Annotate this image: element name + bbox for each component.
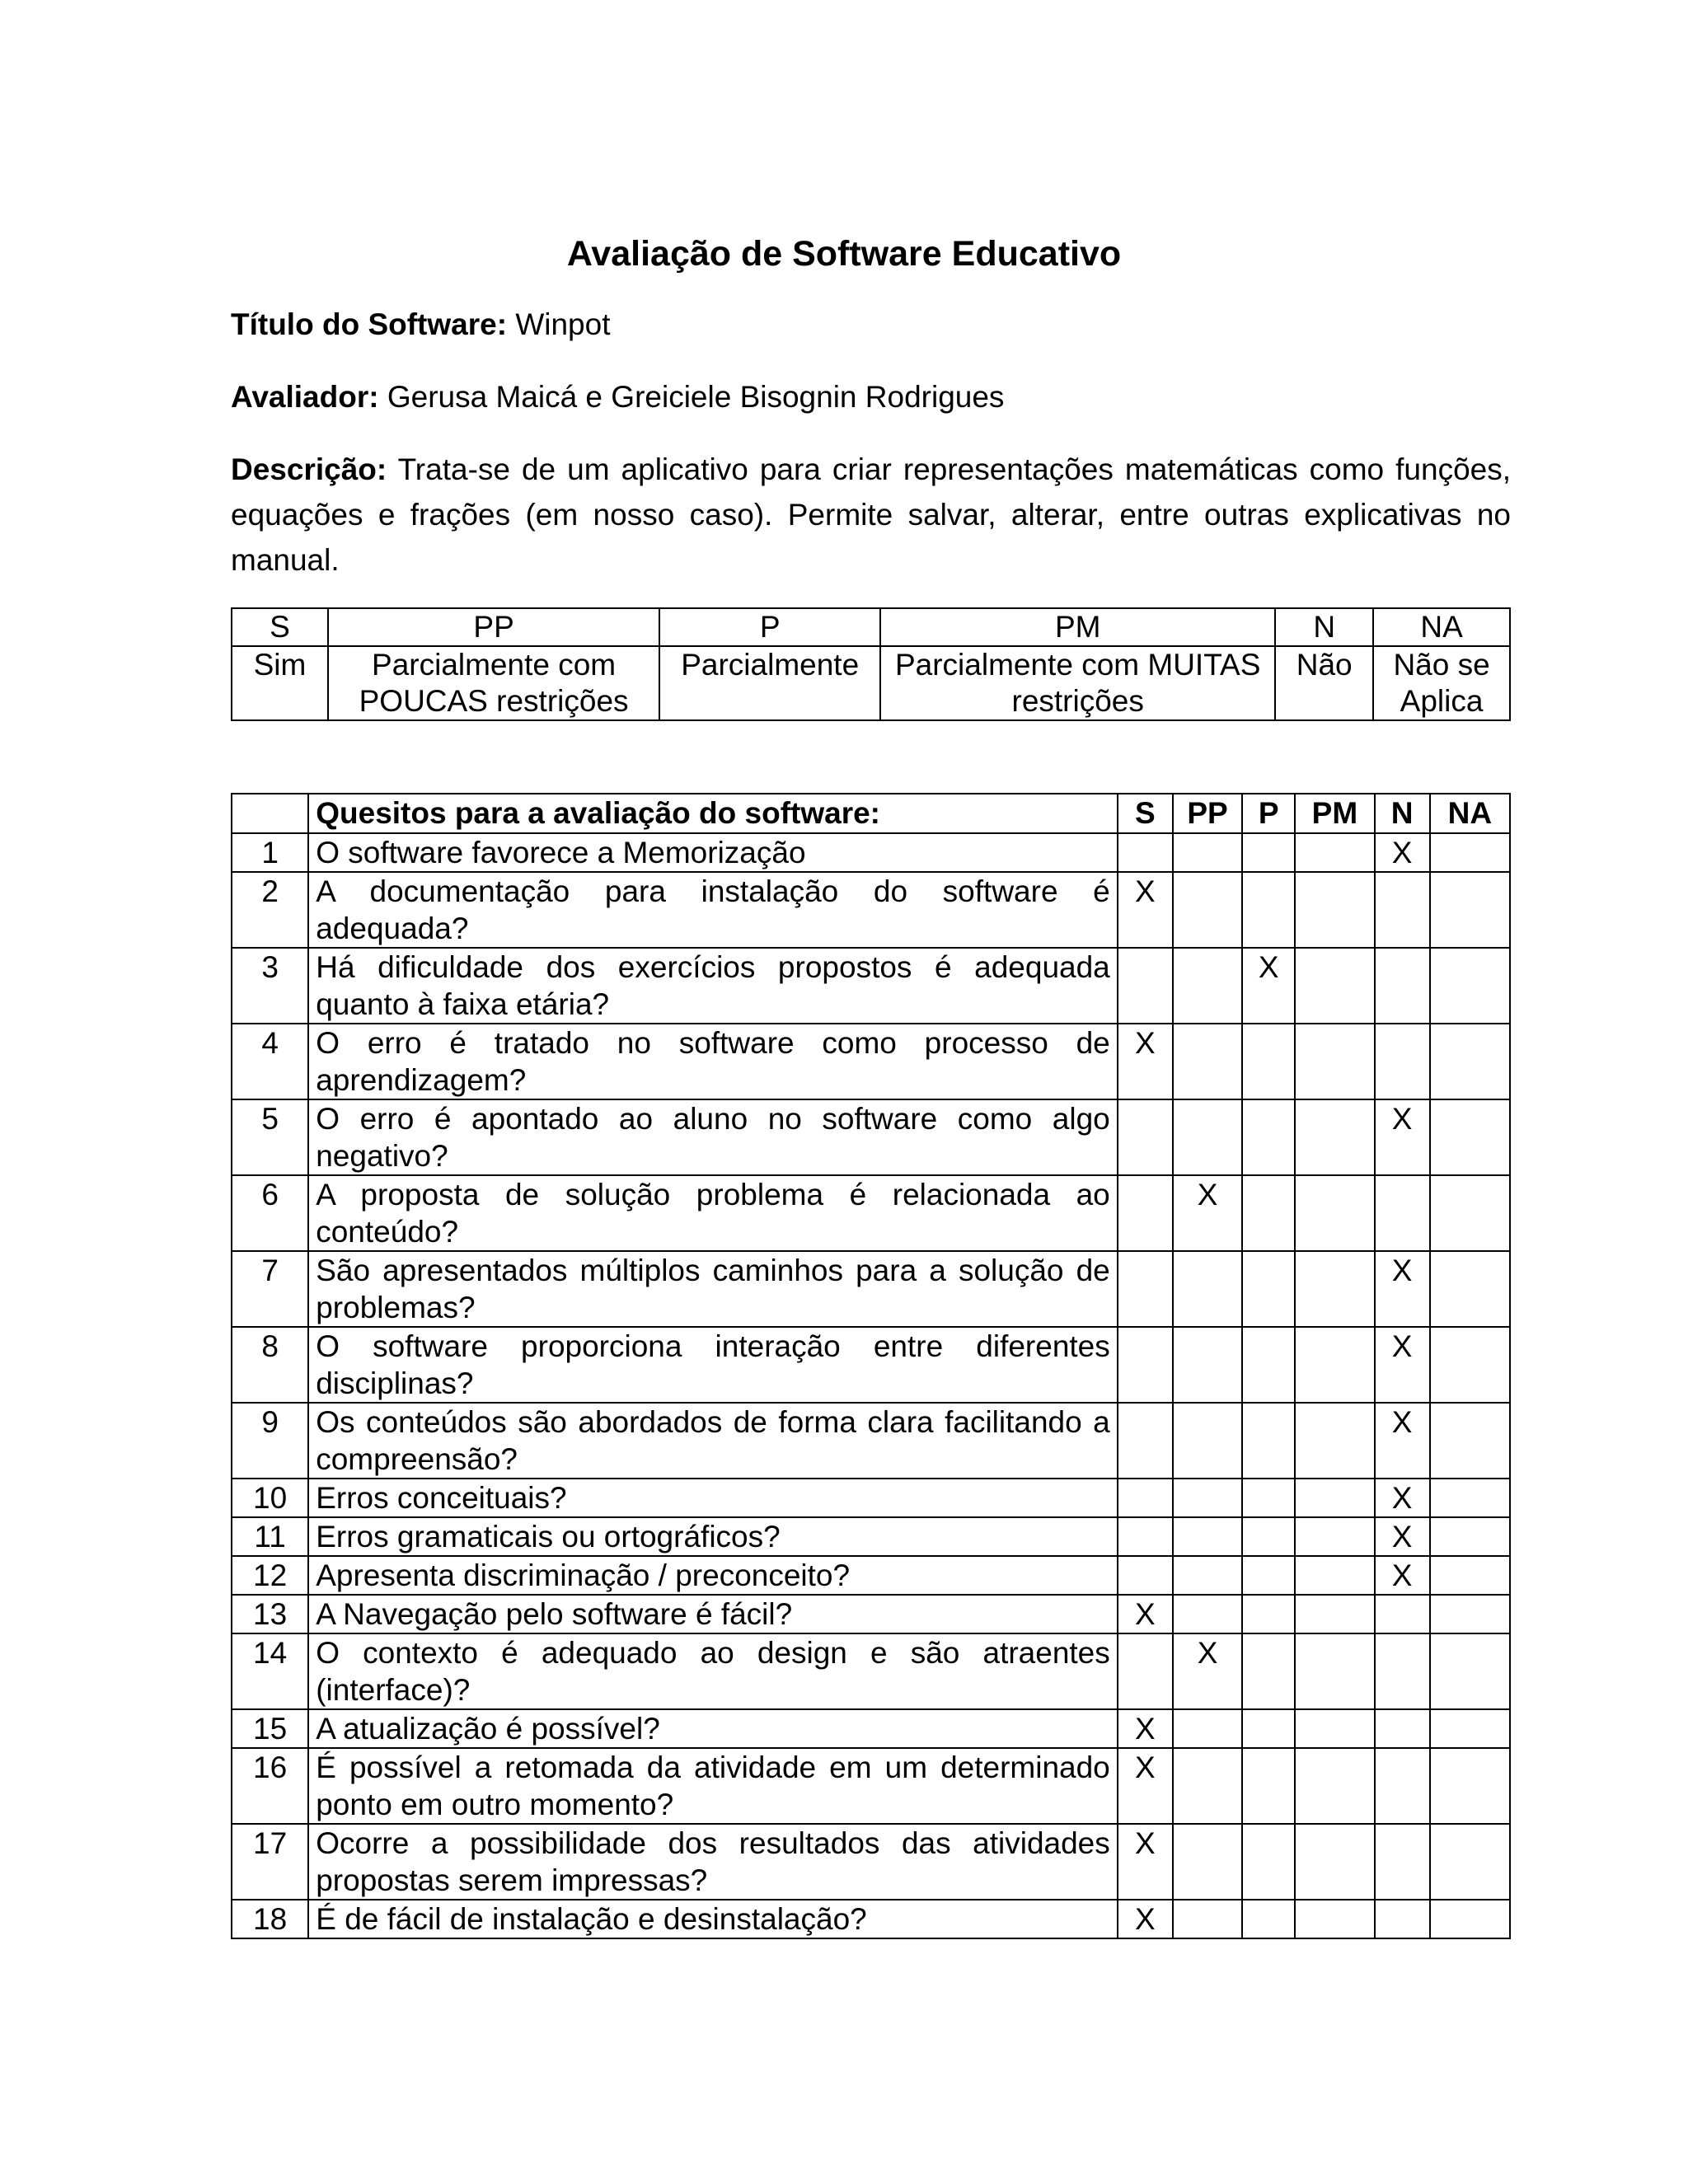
table-row — [232, 1556, 1510, 1595]
rating-cell-pm — [1295, 1403, 1374, 1479]
rating-cell-pp — [1173, 1479, 1242, 1517]
rating-cell-s: X — [1118, 1824, 1173, 1900]
questions-body — [232, 833, 1510, 1938]
rating-cell-n — [1375, 1824, 1430, 1900]
table-row — [232, 1824, 1510, 1900]
question-number: 12 — [232, 1556, 308, 1595]
rating-cell-pm — [1295, 1024, 1374, 1099]
evaluation-table — [231, 793, 1511, 1939]
rating-cell-p — [1242, 1900, 1295, 1938]
rating-cell-p — [1242, 1556, 1295, 1595]
table-row — [232, 1709, 1510, 1748]
rating-cell-s — [1118, 1403, 1173, 1479]
legend-meaning: Parcialmente — [659, 646, 880, 720]
question-text: Apresenta discriminação / preconceito? — [308, 1556, 1118, 1595]
software-title-value: Winpot — [515, 307, 611, 341]
rating-cell-n — [1375, 1709, 1430, 1748]
rating-cell-na — [1430, 833, 1510, 872]
rating-cell-pm — [1295, 1748, 1374, 1824]
question-number: 16 — [232, 1748, 308, 1824]
rating-cell-pm — [1295, 1556, 1374, 1595]
rating-cell-s — [1118, 1175, 1173, 1251]
rating-cell-pp: X — [1173, 1633, 1242, 1709]
legend-table — [231, 607, 1511, 721]
rating-cell-pp: X — [1173, 1175, 1242, 1251]
question-number: 13 — [232, 1595, 308, 1633]
header-col-pp: PP — [1173, 794, 1242, 833]
table-row — [232, 1024, 1510, 1099]
rating-cell-p — [1242, 1479, 1295, 1517]
rating-cell-s: X — [1118, 1748, 1173, 1824]
question-text: Erros gramaticais ou ortográficos? — [308, 1517, 1118, 1556]
rating-cell-na — [1430, 1024, 1510, 1099]
rating-cell-pm — [1295, 1824, 1374, 1900]
rating-cell-pm — [1295, 1479, 1374, 1517]
rating-cell-s — [1118, 948, 1173, 1024]
table-row — [232, 1327, 1510, 1403]
rating-cell-pm — [1295, 872, 1374, 948]
question-number: 5 — [232, 1099, 308, 1175]
page-title: Avaliação de Software Educativo — [566, 234, 1122, 274]
legend-code: NA — [1373, 608, 1510, 646]
question-number: 15 — [232, 1709, 308, 1748]
rating-cell-na — [1430, 1633, 1510, 1709]
question-text: Os conteúdos são abordados de forma clara facilitando a compreensão? — [308, 1403, 1118, 1479]
table-row — [232, 1748, 1510, 1824]
header-col-pm: PM — [1295, 794, 1374, 833]
header-col-p: P — [1242, 794, 1295, 833]
legend-meaning: Não — [1275, 646, 1373, 720]
question-text: A proposta de solução problema é relacionada ao conteúdo? — [308, 1175, 1118, 1251]
rating-cell-pp — [1173, 1748, 1242, 1824]
rating-cell-n: X — [1375, 1517, 1430, 1556]
question-text: A atualização é possível? — [308, 1709, 1118, 1748]
question-number: 10 — [232, 1479, 308, 1517]
rating-cell-s — [1118, 1633, 1173, 1709]
legend-meaning: Parcialmente com MUITAS restrições — [880, 646, 1275, 720]
rating-cell-na — [1430, 1748, 1510, 1824]
rating-cell-pp — [1173, 1327, 1242, 1403]
rating-cell-pp — [1173, 1403, 1242, 1479]
question-number: 6 — [232, 1175, 308, 1251]
software-title-label: Título do Software: — [231, 307, 508, 341]
question-number: 1 — [232, 833, 308, 872]
rating-cell-p — [1242, 1633, 1295, 1709]
rating-cell-s — [1118, 1099, 1173, 1175]
legend-code: PM — [880, 608, 1275, 646]
table-row — [232, 1175, 1510, 1251]
header-number-cell — [232, 794, 308, 833]
software-title-field — [231, 303, 1511, 346]
table-row — [232, 1099, 1510, 1175]
rating-cell-s: X — [1118, 1900, 1173, 1938]
rating-cell-na — [1430, 1403, 1510, 1479]
question-number: 9 — [232, 1403, 308, 1479]
rating-cell-n — [1375, 1595, 1430, 1633]
question-number: 17 — [232, 1824, 308, 1900]
rating-cell-pm — [1295, 1900, 1374, 1938]
rating-cell-s: X — [1118, 1595, 1173, 1633]
table-row — [232, 1479, 1510, 1517]
rating-cell-pp — [1173, 1556, 1242, 1595]
question-text: São apresentados múltiplos caminhos para a solução de problemas? — [308, 1251, 1118, 1327]
question-number: 14 — [232, 1633, 308, 1709]
rating-cell-n — [1375, 1633, 1430, 1709]
rating-cell-s — [1118, 1517, 1173, 1556]
rating-cell-pp — [1173, 1517, 1242, 1556]
rating-cell-pp — [1173, 1595, 1242, 1633]
question-text: A Navegação pelo software é fácil? — [308, 1595, 1118, 1633]
question-text: O erro é tratado no software como processo de aprendizagem? — [308, 1024, 1118, 1099]
rating-cell-pp — [1173, 948, 1242, 1024]
question-text: O software favorece a Memorização — [308, 833, 1118, 872]
rating-cell-pp — [1173, 1024, 1242, 1099]
header-quesitos: Quesitos para a avaliação do software: — [308, 794, 1118, 833]
rating-cell-na — [1430, 872, 1510, 948]
table-row — [232, 948, 1510, 1024]
table-row — [232, 833, 1510, 872]
rating-cell-n: X — [1375, 1403, 1430, 1479]
rating-cell-n — [1375, 1748, 1430, 1824]
rating-cell-p — [1242, 1517, 1295, 1556]
header-col-n: N — [1375, 794, 1430, 833]
rating-cell-p — [1242, 1251, 1295, 1327]
rating-cell-p — [1242, 1099, 1295, 1175]
legend-code: P — [659, 608, 880, 646]
question-text: É possível a retomada da atividade em um determinado ponto em outro momento? — [308, 1748, 1118, 1824]
legend-code: S — [232, 608, 328, 646]
rating-cell-na — [1430, 1824, 1510, 1900]
rating-cell-n — [1375, 948, 1430, 1024]
rating-cell-p — [1242, 1403, 1295, 1479]
rating-cell-n: X — [1375, 833, 1430, 872]
rating-cell-s: X — [1118, 872, 1173, 948]
rating-cell-na — [1430, 1595, 1510, 1633]
rating-cell-n — [1375, 1024, 1430, 1099]
rating-cell-p — [1242, 1595, 1295, 1633]
rating-cell-s — [1118, 1556, 1173, 1595]
rating-cell-na — [1430, 948, 1510, 1024]
rating-cell-p — [1242, 1175, 1295, 1251]
rating-cell-s — [1118, 833, 1173, 872]
rating-cell-n: X — [1375, 1099, 1430, 1175]
rating-cell-s — [1118, 1251, 1173, 1327]
rating-cell-p — [1242, 1709, 1295, 1748]
rating-cell-n — [1375, 1175, 1430, 1251]
rating-cell-pm — [1295, 1595, 1374, 1633]
evaluator-field — [231, 376, 1511, 419]
rating-cell-na — [1430, 1479, 1510, 1517]
rating-cell-na — [1430, 1099, 1510, 1175]
question-number: 3 — [232, 948, 308, 1024]
rating-cell-na — [1430, 1517, 1510, 1556]
rating-cell-pm — [1295, 833, 1374, 872]
rating-cell-pm — [1295, 1175, 1374, 1251]
description-label: Descrição: — [231, 452, 387, 486]
table-row — [232, 1251, 1510, 1327]
rating-cell-pp — [1173, 833, 1242, 872]
legend-meaning: Parcialmente com POUCAS restrições — [328, 646, 659, 720]
header-col-na: NA — [1430, 794, 1510, 833]
rating-cell-s: X — [1118, 1709, 1173, 1748]
table-row — [232, 1595, 1510, 1633]
rating-cell-na — [1430, 1556, 1510, 1595]
description-field — [231, 447, 1511, 583]
rating-cell-na — [1430, 1175, 1510, 1251]
rating-cell-pp — [1173, 1900, 1242, 1938]
rating-cell-na — [1430, 1709, 1510, 1748]
question-number: 4 — [232, 1024, 308, 1099]
rating-cell-p: X — [1242, 948, 1295, 1024]
rating-cell-pp — [1173, 872, 1242, 948]
legend-codes-row — [232, 608, 1510, 646]
question-number: 8 — [232, 1327, 308, 1403]
question-number: 11 — [232, 1517, 308, 1556]
rating-cell-s — [1118, 1327, 1173, 1403]
header-col-s: S — [1118, 794, 1173, 833]
legend-code: N — [1275, 608, 1373, 646]
legend-meaning: Sim — [232, 646, 328, 720]
rating-cell-p — [1242, 872, 1295, 948]
rating-cell-n — [1375, 1900, 1430, 1938]
table-row — [232, 872, 1510, 948]
evaluator-label: Avaliador: — [231, 380, 379, 414]
rating-cell-pp — [1173, 1824, 1242, 1900]
question-text: Há dificuldade dos exercícios propostos é adequada quanto à faixa etária? — [308, 948, 1118, 1024]
rating-cell-pp — [1173, 1251, 1242, 1327]
rating-cell-n: X — [1375, 1327, 1430, 1403]
rating-cell-p — [1242, 1327, 1295, 1403]
question-number: 7 — [232, 1251, 308, 1327]
rating-cell-pp — [1173, 1709, 1242, 1748]
question-text: O software proporciona interação entre diferentes disciplinas? — [308, 1327, 1118, 1403]
legend-meaning: Não se Aplica — [1373, 646, 1510, 720]
rating-cell-na — [1430, 1900, 1510, 1938]
table-row — [232, 1517, 1510, 1556]
rating-cell-n: X — [1375, 1556, 1430, 1595]
question-text: A documentação para instalação do software é adequada? — [308, 872, 1118, 948]
rating-cell-p — [1242, 1024, 1295, 1099]
rating-cell-pm — [1295, 1327, 1374, 1403]
rating-cell-pp — [1173, 1099, 1242, 1175]
rating-cell-pm — [1295, 1099, 1374, 1175]
rating-cell-pm — [1295, 1709, 1374, 1748]
question-text: O contexto é adequado ao design e são atraentes (interface)? — [308, 1633, 1118, 1709]
legend-meanings-row — [232, 646, 1510, 720]
legend-code: PP — [328, 608, 659, 646]
rating-cell-p — [1242, 1824, 1295, 1900]
rating-cell-pm — [1295, 948, 1374, 1024]
rating-cell-n: X — [1375, 1251, 1430, 1327]
table-header-row — [232, 794, 1510, 833]
question-number: 18 — [232, 1900, 308, 1938]
rating-cell-n: X — [1375, 1479, 1430, 1517]
table-row — [232, 1403, 1510, 1479]
question-text: É de fácil de instalação e desinstalação? — [308, 1900, 1118, 1938]
question-text: Erros conceituais? — [308, 1479, 1118, 1517]
rating-cell-n — [1375, 872, 1430, 948]
table-row — [232, 1900, 1510, 1938]
question-number: 2 — [232, 872, 308, 948]
question-text: Ocorre a possibilidade dos resultados das atividades propostas serem impressas? — [308, 1824, 1118, 1900]
rating-cell-s — [1118, 1479, 1173, 1517]
evaluator-value: Gerusa Maicá e Greiciele Bisognin Rodrigues — [387, 380, 1005, 414]
rating-cell-pm — [1295, 1517, 1374, 1556]
description-value: Trata-se de um aplicativo para criar representações matemáticas como funções, equações e frações (em nosso caso). Permite salvar, alterar, entre outras explicativas no manual. — [231, 452, 1511, 577]
rating-cell-na — [1430, 1327, 1510, 1403]
rating-cell-s: X — [1118, 1024, 1173, 1099]
question-text: O erro é apontado ao aluno no software como algo negativo? — [308, 1099, 1118, 1175]
table-row — [232, 1633, 1510, 1709]
rating-cell-pm — [1295, 1633, 1374, 1709]
rating-cell-pm — [1295, 1251, 1374, 1327]
rating-cell-p — [1242, 833, 1295, 872]
rating-cell-na — [1430, 1251, 1510, 1327]
rating-cell-p — [1242, 1748, 1295, 1824]
